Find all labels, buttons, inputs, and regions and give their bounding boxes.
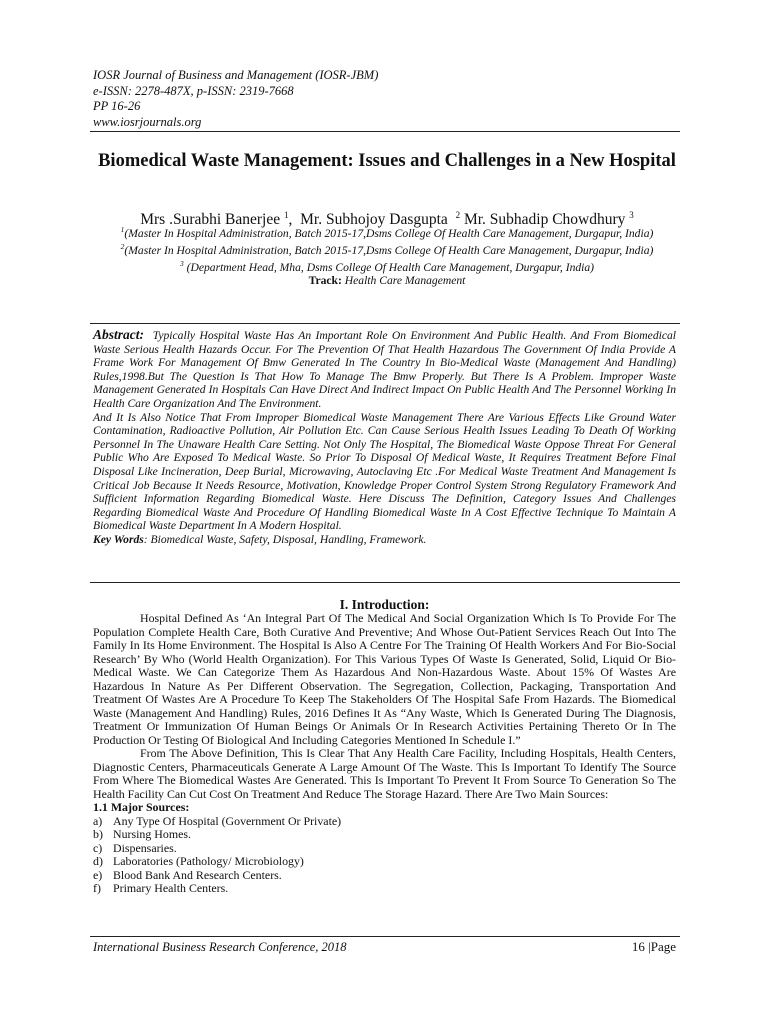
- track-line: [93, 274, 681, 287]
- keywords-line: [93, 533, 676, 547]
- track-value: Health Care Management: [344, 274, 466, 288]
- list-marker: d): [93, 854, 103, 868]
- list-item: [93, 815, 676, 829]
- affiliation: [93, 240, 681, 257]
- list-text: Laboratories (Pathology/ Microbiology): [113, 854, 304, 868]
- affiliation-text: (Department Head, Mha, Dsms College Of Health Care Management, Durgapur, India): [186, 260, 595, 274]
- journal-header: [93, 68, 681, 130]
- affiliation-mark: 2: [120, 242, 125, 252]
- journal-name: IOSR Journal of Business and Management (IOSR-JBM): [93, 68, 379, 82]
- list-item: [93, 882, 676, 896]
- track-label: Track:: [308, 274, 342, 288]
- list-item: [93, 855, 676, 869]
- page-label: |Page: [648, 939, 676, 954]
- page-number-value: 16: [631, 939, 645, 954]
- list-text: Any Type Of Hospital (Government Or Private): [113, 813, 342, 828]
- abstract-paragraph: [93, 328, 676, 411]
- list-marker: f): [93, 881, 101, 895]
- abstract-top-divider: [90, 323, 680, 324]
- list-text: Nursing Homes.: [113, 827, 191, 841]
- list-item: [93, 828, 676, 842]
- author-name: Mr. Subhadip Chowdhury: [463, 211, 626, 229]
- page-number: [632, 939, 676, 955]
- paper-title: Biomedical Waste Management: Issues and Challenges in a New Hospital: [98, 151, 676, 171]
- affiliation-mark: 3: [179, 259, 184, 269]
- author-line: Mrs .Surabhi Banerjee $^1$, Mr. Subhojoy Dasgupta $^2$ Mr. Subhadip Chowdhury $^3$: [140, 210, 634, 229]
- journal-website[interactable]: www.iosrjournals.org: [93, 114, 202, 129]
- subsection-colon: :: [185, 800, 190, 814]
- conference-name: International Business Research Conference, 2018: [93, 940, 347, 954]
- header-divider: [90, 131, 680, 132]
- list-item: [93, 869, 676, 883]
- intro-paragraph: Hospital Defined As ‘An Integral Part Of The Medical And Social Organization Which Is To Provide For The Population Complete Health Care, Both Curative And Preventive; And Whose Out-Patient Services Reach Out Into The Family In Its Home Environment. The Hospital Is Also A Centre For The Training Of Health Workers And For Bio-Social Research’ By Who (World Health Organization). For This Various Types Of Waste Is Generated, Solid, Liquid Or Bio-Medical Waste. We Can Categorize Them As Hazardous And Non-Hazardous Waste. About 15% Of Wastes Are Hazardous In Nature As Per Different Observation. The Segregation, Collection, Packaging, Transportation And Treatment Of Wastes Are A Procedure To Keep The Stakeholders Of The Hospital Safe From Hazards. The Biomedical Waste (Management And Handling) Rules, 2016 Defines It As “Any Waste, Which Is Generated During The Diagnosis, Treatment Or Immunization Of Human Beings Or Animals Or In Research Activities Pertaining Thereto Or In The Production Or Testing Of Biological And Including Categories Mentioned In Schedule I.”: [93, 611, 676, 747]
- list-marker: a): [93, 813, 103, 828]
- subsection-title: 1.1 Major Sources: [93, 800, 186, 814]
- intro-paragraph: From The Above Definition, This Is Clear That Any Health Care Facility, Including Hospitals, Health Centers, Diagnostic Centers, Pharmaceuticals Generate A Large Amount Of The Waste. This Is Important To Identify The Source From Where The Biomedical Wastes Are Generated. This Is Important To Prevent It From Source To Generation So The Health Facility Can Cut Cost On Treatment And Reduce The Storage Hazard. There Are Two Main Sources:: [93, 746, 676, 801]
- abstract-block: [93, 328, 676, 547]
- author-name: Mrs .Surabhi Banerjee: [140, 211, 281, 229]
- author-mark: 3: [629, 210, 634, 220]
- introduction-body: [93, 612, 676, 896]
- list-text: Dispensaries.: [113, 840, 177, 855]
- affiliation: [93, 223, 681, 240]
- abstract-text-1: Typically Hospital Waste Has An Important Role On Environment And Public Health. And From Biomedical Waste Serious Health Hazards Occur. For The Prevention Of That Health Hazardous The Government Of India Provide A Frame Work For Management Of Bmw Generated In The Country In Bio-Medical Waste (Management And Handling) Rules,1998.But The Question Is That How To Manage The Bmw Properly. But There Is A Problem. Improper Waste Management Generated In Hospitals Can Have Direct And Indirect Impact On Public Health And The Personnel Working In Health Care Organization And The Environment.: [93, 329, 676, 410]
- journal-pages: PP 16-26: [93, 99, 141, 113]
- affiliations: [93, 223, 681, 287]
- abstract-bottom-divider: [90, 582, 680, 583]
- affiliation-text: (Master In Hospital Administration, Batch 2015-17,Dsms College Of Health Care Management, Durgapur, India): [124, 226, 654, 240]
- list-item: [93, 842, 676, 856]
- list-text: Blood Bank And Research Centers.: [113, 867, 282, 882]
- list-marker: c): [93, 840, 103, 855]
- list-text: Primary Health Centers.: [113, 881, 229, 895]
- footer-divider: [90, 936, 680, 937]
- affiliation-mark: 1: [120, 225, 125, 234]
- subsection-heading: [93, 801, 676, 815]
- author-mark: 1: [284, 210, 289, 220]
- keywords-label: Key Words: [93, 532, 144, 546]
- abstract-label: Abstract:: [93, 327, 145, 342]
- affiliation: [93, 257, 681, 274]
- author-mark: 2: [455, 210, 461, 220]
- abstract-paragraph: And It Is Also Notice That From Improper Biomedical Waste Management There Are Various Effects Like Ground Water Contamination, Radioactive Pollution, Air Pollution Etc. Can Cause Serious Health Issues Leading To Death Of Working Personnel In The Unaware Health Care Setting. Not Only The Hospital, The Biomedical Waste Oppose Threat For General Public Who Are Exposed To Medical Waste. So Prior To Disposal Of Medical Waste, It Requires Treatment Before Final Disposal Like Incineration, Deep Burial, Microwaving, Autoclaving Etc .For Medical Waste Treatment And Management Is Critical Job Because It Needs Resource, Motivation, Knowledge Proper Control System Strong Regulatory Framework And Sufficient Information Regarding Biomedical Waste. Here Discuss The Definition, Category Issues And Challenges Regarding Biomedical Waste And Procedure Of Handling Biomedical Waste In A Cost Effective Technique To Maintain A Biomedical Waste Department In A Modern Hospital.: [93, 410, 676, 533]
- section-heading-introduction: I. Introduction:: [339, 597, 430, 612]
- affiliation-text: (Master In Hospital Administration, Batch 2015-17,Dsms College Of Health Care Management, Durgapur, India): [124, 243, 654, 257]
- list-marker: e): [93, 867, 103, 882]
- author-name: Mr. Subhojoy Dasgupta: [300, 211, 448, 229]
- list-marker: b): [93, 827, 103, 841]
- journal-issn: e-ISSN: 2278-487X, p-ISSN: 2319-7668: [93, 83, 294, 98]
- major-sources-list: [93, 815, 676, 896]
- keywords-text: : Biomedical Waste, Safety, Disposal, Handling, Framework.: [143, 532, 427, 546]
